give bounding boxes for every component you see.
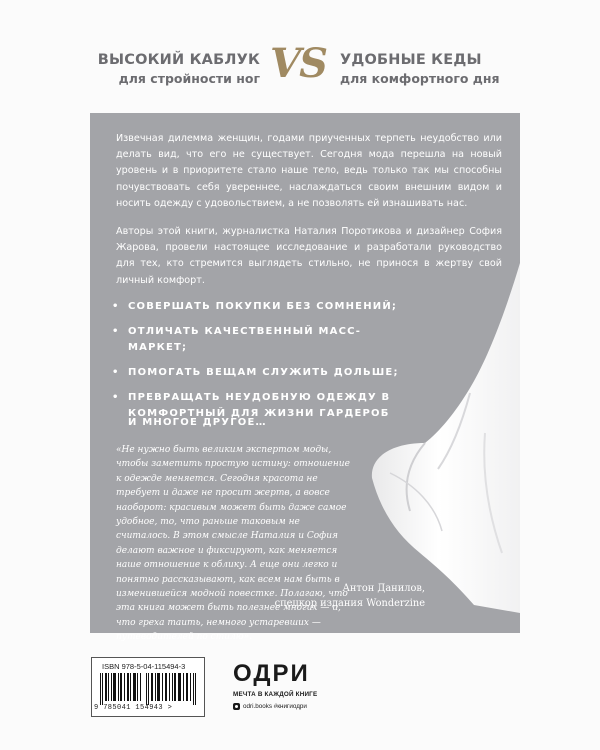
feature-list <box>112 299 412 431</box>
quote-author <box>210 581 425 611</box>
author-role: спецкор издания Wonderzine <box>274 598 425 609</box>
publisher-slogan: МЕЧТА В КАЖДОЙ КНИГЕ <box>233 691 318 698</box>
isbn-number: ISBN 978-5-04-115494-3 <box>102 662 186 671</box>
list-item-text: ПРЕВРАЩАТЬ НЕУДОБНУЮ ОДЕЖДУ В КОМФОРТНЫЙ ДЛЯ ЖИЗНИ ГАРДЕРОБ <box>128 392 391 419</box>
and-more-text: И МНОГОЕ ДРУГОЕ… <box>128 417 267 428</box>
publisher-logo: ОДРИ <box>233 660 310 687</box>
list-item <box>112 365 412 381</box>
header-left-title: ВЫСОКИЙ КАБЛУК <box>97 52 260 68</box>
bullet-icon: • <box>112 326 120 337</box>
bullet-icon: • <box>112 301 120 312</box>
review-quote: «Не нужно быть великим экспертом моды, чтобы заметить простую истину: отношение к одежде меняется. Сегодня красота не требует и даже не просит жертв, а вовсе наоборот: красивым может быть даже самое удобное, то, что раньше таковым не считалось. В этом смысле Наталия и София делают важное и фиксируют, как меняется наше отношение к облику. А еще они легко и понятно рассказывают, как всем нам быть в изменившейся модной повестке. Полагаю, что эта книга может быть полезнее многих — и, что греха таить, немного устаревших — путеводителей по стилю». <box>116 445 350 643</box>
list-item-text: ОТЛИЧАТЬ КАЧЕСТВЕННЫЙ МАСС-МАРКЕТ; <box>128 326 362 353</box>
barcode-digits: 9 785041 154943 > <box>94 704 173 712</box>
list-item-text: СОВЕРШАТЬ ПОКУПКИ БЕЗ СОМНЕНИЙ; <box>128 301 398 312</box>
instagram-icon <box>233 703 240 710</box>
vs-mark: VS <box>270 40 326 87</box>
bullet-icon: • <box>112 392 120 403</box>
intro-paragraph-2: Авторы этой книги, журналистка Наталия Поротикова и дизайнер София Жарова, провели настоящее исследование и разработали руководство для тех, кто стремится выглядеть стильно, не принося в жертву свой личный комфорт. <box>116 226 502 286</box>
header-left-subtitle: для стройности ног <box>118 71 260 86</box>
author-name: Антон Данилов, <box>342 583 425 594</box>
header-left <box>82 50 260 88</box>
publisher-social <box>233 703 307 710</box>
header-right-subtitle: для комфортного дня <box>340 71 500 86</box>
header-right <box>340 50 540 88</box>
intro-paragraph-1: Извечная дилемма женщин, годами приученных терпеть неудобство или делать вид, что его не существует. Сегодня мода перешла на новый уровень и в приоритете стало наше тело, ведь только так мы способны почувствовать себя увереннее, наслаждаться своим внешним видом и носить одежду с удовольствием, а не позволять ей изнашивать нас. <box>116 133 502 209</box>
list-item-text: ПОМОГАТЬ ВЕЩАМ СЛУЖИТЬ ДОЛЬШЕ; <box>128 367 399 378</box>
header-right-title: УДОБНЫЕ КЕДЫ <box>340 52 482 68</box>
bullet-icon: • <box>112 367 120 378</box>
publisher-social-text: odri.books #книгиодри <box>243 703 307 710</box>
gray-panel <box>90 113 520 643</box>
list-item <box>112 324 412 356</box>
list-item <box>112 299 412 315</box>
barcode-bars <box>100 673 196 705</box>
barcode <box>91 657 205 717</box>
